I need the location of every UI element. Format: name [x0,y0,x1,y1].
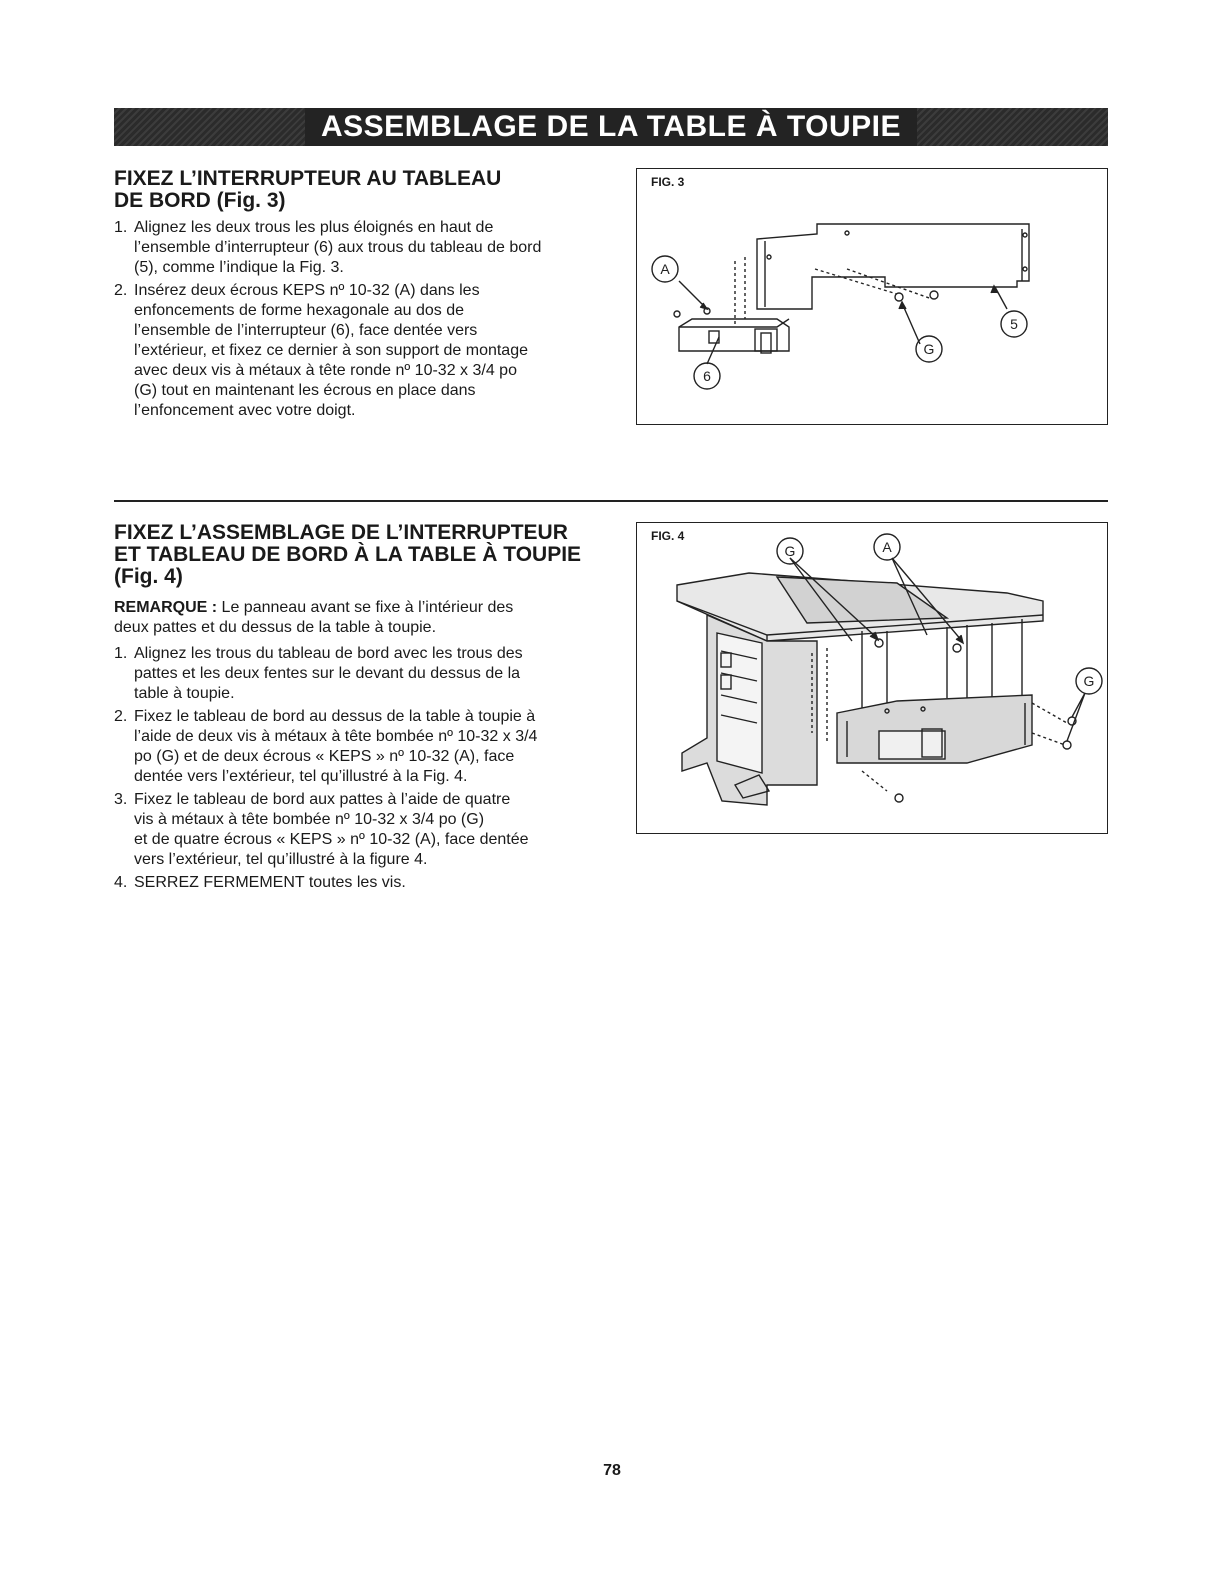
step-4: 4. SERREZ FERMEMENT toutes les vis. [114,874,406,891]
figure-label: FIG. 4 [651,529,685,543]
callout-5: 5 [1010,316,1018,332]
section-divider [114,500,1108,502]
callout-g: G [784,543,796,559]
step-2: 2. Fixez le tableau de bord au dessus de la table à toupie à l’aide de deux vis à métaux à tête bombée nº 10-32 x 3/4 po (G) et de deux écrous « KEPS » nº 10-32 (A), face dentée vers l’extérieur, tel qu’illustré à la Fig. 4. [114,708,538,785]
section2-title-line1: FIXEZ L’ASSEMBLAGE DE L’INTERRUPTEUR [114,521,568,544]
section1-title-line1: FIXEZ L’INTERRUPTEUR AU TABLEAU [114,167,502,190]
step-number: 2. [114,282,128,299]
page-title: ASSEMBLAGE DE LA TABLE À TOUPIE [305,108,917,146]
fig4-drawing [637,523,1107,833]
step-2: 2. Insérez deux écrous KEPS nº 10-32 (A) dans les enfoncements de forme hexagonale au dos de l’ensemble de l’interrupteur (6), face dentée vers l’extérieur, et fixez ce dernier à son support de montage avec deux vis à métaux à tête ronde nº 10-32 x 3/4 po (G) tout en maintenant les écrous en place dans l’enfoncement avec votre doigt. [114,282,528,419]
step-number: 2. [114,708,128,725]
panel-outline [757,224,1029,309]
section2-title [114,522,581,588]
callout-g: G [923,341,935,357]
step-number: 3. [114,791,128,808]
callout-g: G [1083,673,1095,689]
switch-body [679,319,789,351]
callout-6: 6 [703,368,711,384]
section1-steps [114,218,614,424]
step-3: 3. Fixez le tableau de bord aux pattes à l’aide de quatre vis à métaux à tête bombée nº 10-32 x 3/4 po (G) et de quatre écrous « KEPS » nº 10-32 (A), face dentée vers l’extérieur, tel qu’illustré à la figure 4. [114,791,529,868]
callout-a: A [660,261,670,277]
figure-3 [636,168,1108,425]
page-header-banner [114,108,1108,146]
section1-title-line2: DE BORD (Fig. 3) [114,189,286,212]
fig3-drawing [637,169,1107,424]
step-1: 1. Alignez les trous du tableau de bord avec les trous des pattes et les deux fentes sur le devant du dessus de la table à toupie. [114,645,523,702]
step-1: 1. Alignez les deux trous les plus éloignés en haut de l’ensemble d’interrupteur (6) aux trous du tableau de bord (5), comme l’indique la Fig. 3. [114,219,542,276]
note: REMARQUE : Le panneau avant se fixe à l’intérieur des deux pattes et du dessus de la table à toupie. [114,599,514,636]
page-number: 78 [603,1462,621,1479]
section1-title [114,168,501,212]
note-label: REMARQUE : [114,599,218,616]
figure-label: FIG. 3 [651,175,685,189]
section2-title-line2: ET TABLEAU DE BORD À LA TABLE À TOUPIE [114,543,582,566]
step-number: 4. [114,874,128,891]
callout-a: A [882,539,892,555]
figure-4 [636,522,1108,834]
step-number: 1. [114,645,128,662]
section2-title-line3: (Fig. 4) [114,565,183,588]
section2-steps [114,644,614,896]
step-number: 1. [114,219,128,236]
